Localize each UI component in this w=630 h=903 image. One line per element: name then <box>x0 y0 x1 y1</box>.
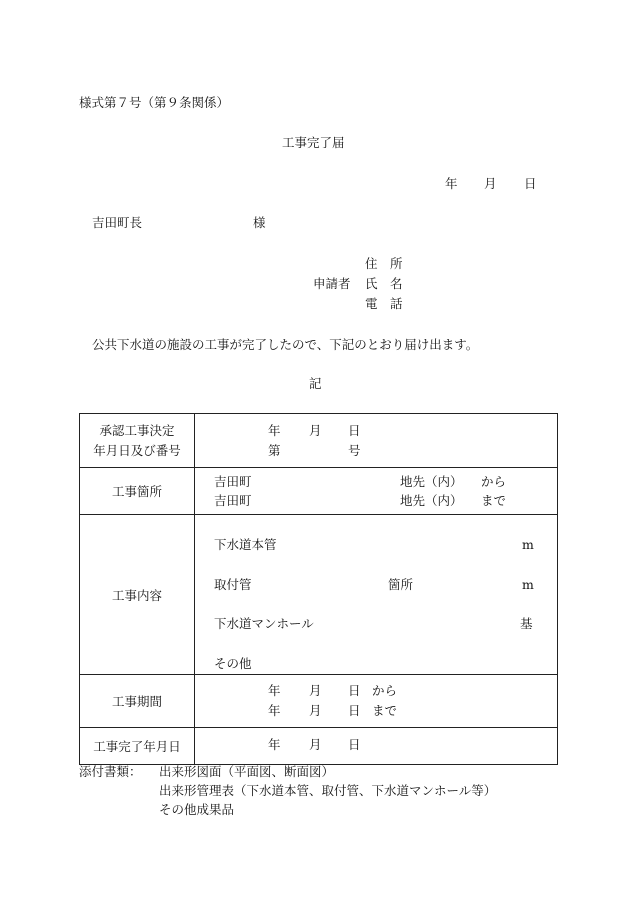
approval-dai-label: 第 <box>268 443 281 458</box>
branch-pipe-label: 取付管 <box>214 577 252 592</box>
manhole-label: 下水道マンホール <box>214 616 314 631</box>
approval-month-label: 月 <box>309 423 322 438</box>
approval-label-cell <box>80 414 195 468</box>
date-day-label: 日 <box>524 176 537 191</box>
approval-year-label: 年 <box>268 423 281 438</box>
period-year-2: 年 <box>268 703 281 718</box>
completion-label: 工事完了年月日 <box>80 728 195 765</box>
date-month-label: 月 <box>484 176 497 191</box>
addressee: 吉田町長 <box>92 215 143 230</box>
location-to: まで <box>481 493 507 508</box>
content-row <box>80 515 558 675</box>
period-label: 工事期間 <box>80 675 195 728</box>
other-label: その他 <box>214 656 252 671</box>
attachments-label: 添付書類： <box>79 764 142 779</box>
main-pipe-unit: m <box>522 537 534 552</box>
form-number: 様式第７号（第９条関係） <box>79 95 230 110</box>
approval-value-cell <box>195 414 558 468</box>
addressee-honorific: 様 <box>253 215 266 230</box>
content-value-cell <box>195 515 558 675</box>
completion-year: 年 <box>268 737 281 752</box>
location-town-2: 吉田町 <box>214 493 252 508</box>
report-table <box>79 413 558 765</box>
completion-month: 月 <box>309 737 322 752</box>
completion-day: 日 <box>348 737 361 752</box>
approval-gou-label: 号 <box>348 443 361 458</box>
main-pipe-label: 下水道本管 <box>214 537 277 552</box>
period-year-1: 年 <box>268 683 281 698</box>
location-chisaki-1: 地先（内） <box>400 474 463 489</box>
branch-places-label: 箇所 <box>388 577 414 592</box>
ki-label: 記 <box>309 376 322 391</box>
period-month-2: 月 <box>309 703 322 718</box>
location-chisaki-2: 地先（内） <box>400 493 463 508</box>
date-year-label: 年 <box>445 176 458 191</box>
completion-value-cell <box>195 728 558 765</box>
approval-label-line2: 年月日及び番号 <box>93 442 181 458</box>
attachment-item: その他成果品 <box>159 802 235 817</box>
approval-day-label: 日 <box>348 423 361 438</box>
period-value-cell <box>195 675 558 728</box>
period-to: まで <box>372 703 398 718</box>
period-day-2: 日 <box>348 703 361 718</box>
content-label: 工事内容 <box>80 515 195 675</box>
period-from: から <box>372 683 398 698</box>
period-day-1: 日 <box>348 683 361 698</box>
location-label: 工事箇所 <box>80 468 195 515</box>
applicant-label: 申請者 <box>313 276 351 291</box>
phone-label: 電 話 <box>365 296 403 311</box>
manhole-unit: 基 <box>520 616 533 631</box>
location-value-cell <box>195 468 558 515</box>
branch-pipe-unit: m <box>522 577 534 592</box>
attachment-item: 出来形管理表（下水道本管、取付管、下水道マンホール等） <box>159 783 497 798</box>
approval-row <box>80 414 558 468</box>
document-title: 工事完了届 <box>282 135 345 150</box>
period-row <box>80 675 558 728</box>
location-row <box>80 468 558 515</box>
approval-label-line1: 承認工事決定 <box>99 422 175 438</box>
address-label: 住 所 <box>365 256 403 271</box>
body-text: 公共下水道の施設の工事が完了したので、下記のとおり届け出ます。 <box>92 337 479 352</box>
location-town-1: 吉田町 <box>214 474 252 489</box>
period-month-1: 月 <box>309 683 322 698</box>
name-label: 氏 名 <box>365 276 403 291</box>
attachment-item: 出来形図面（平面図、断面図） <box>159 764 335 779</box>
completion-row <box>80 728 558 765</box>
location-from: から <box>481 474 507 489</box>
